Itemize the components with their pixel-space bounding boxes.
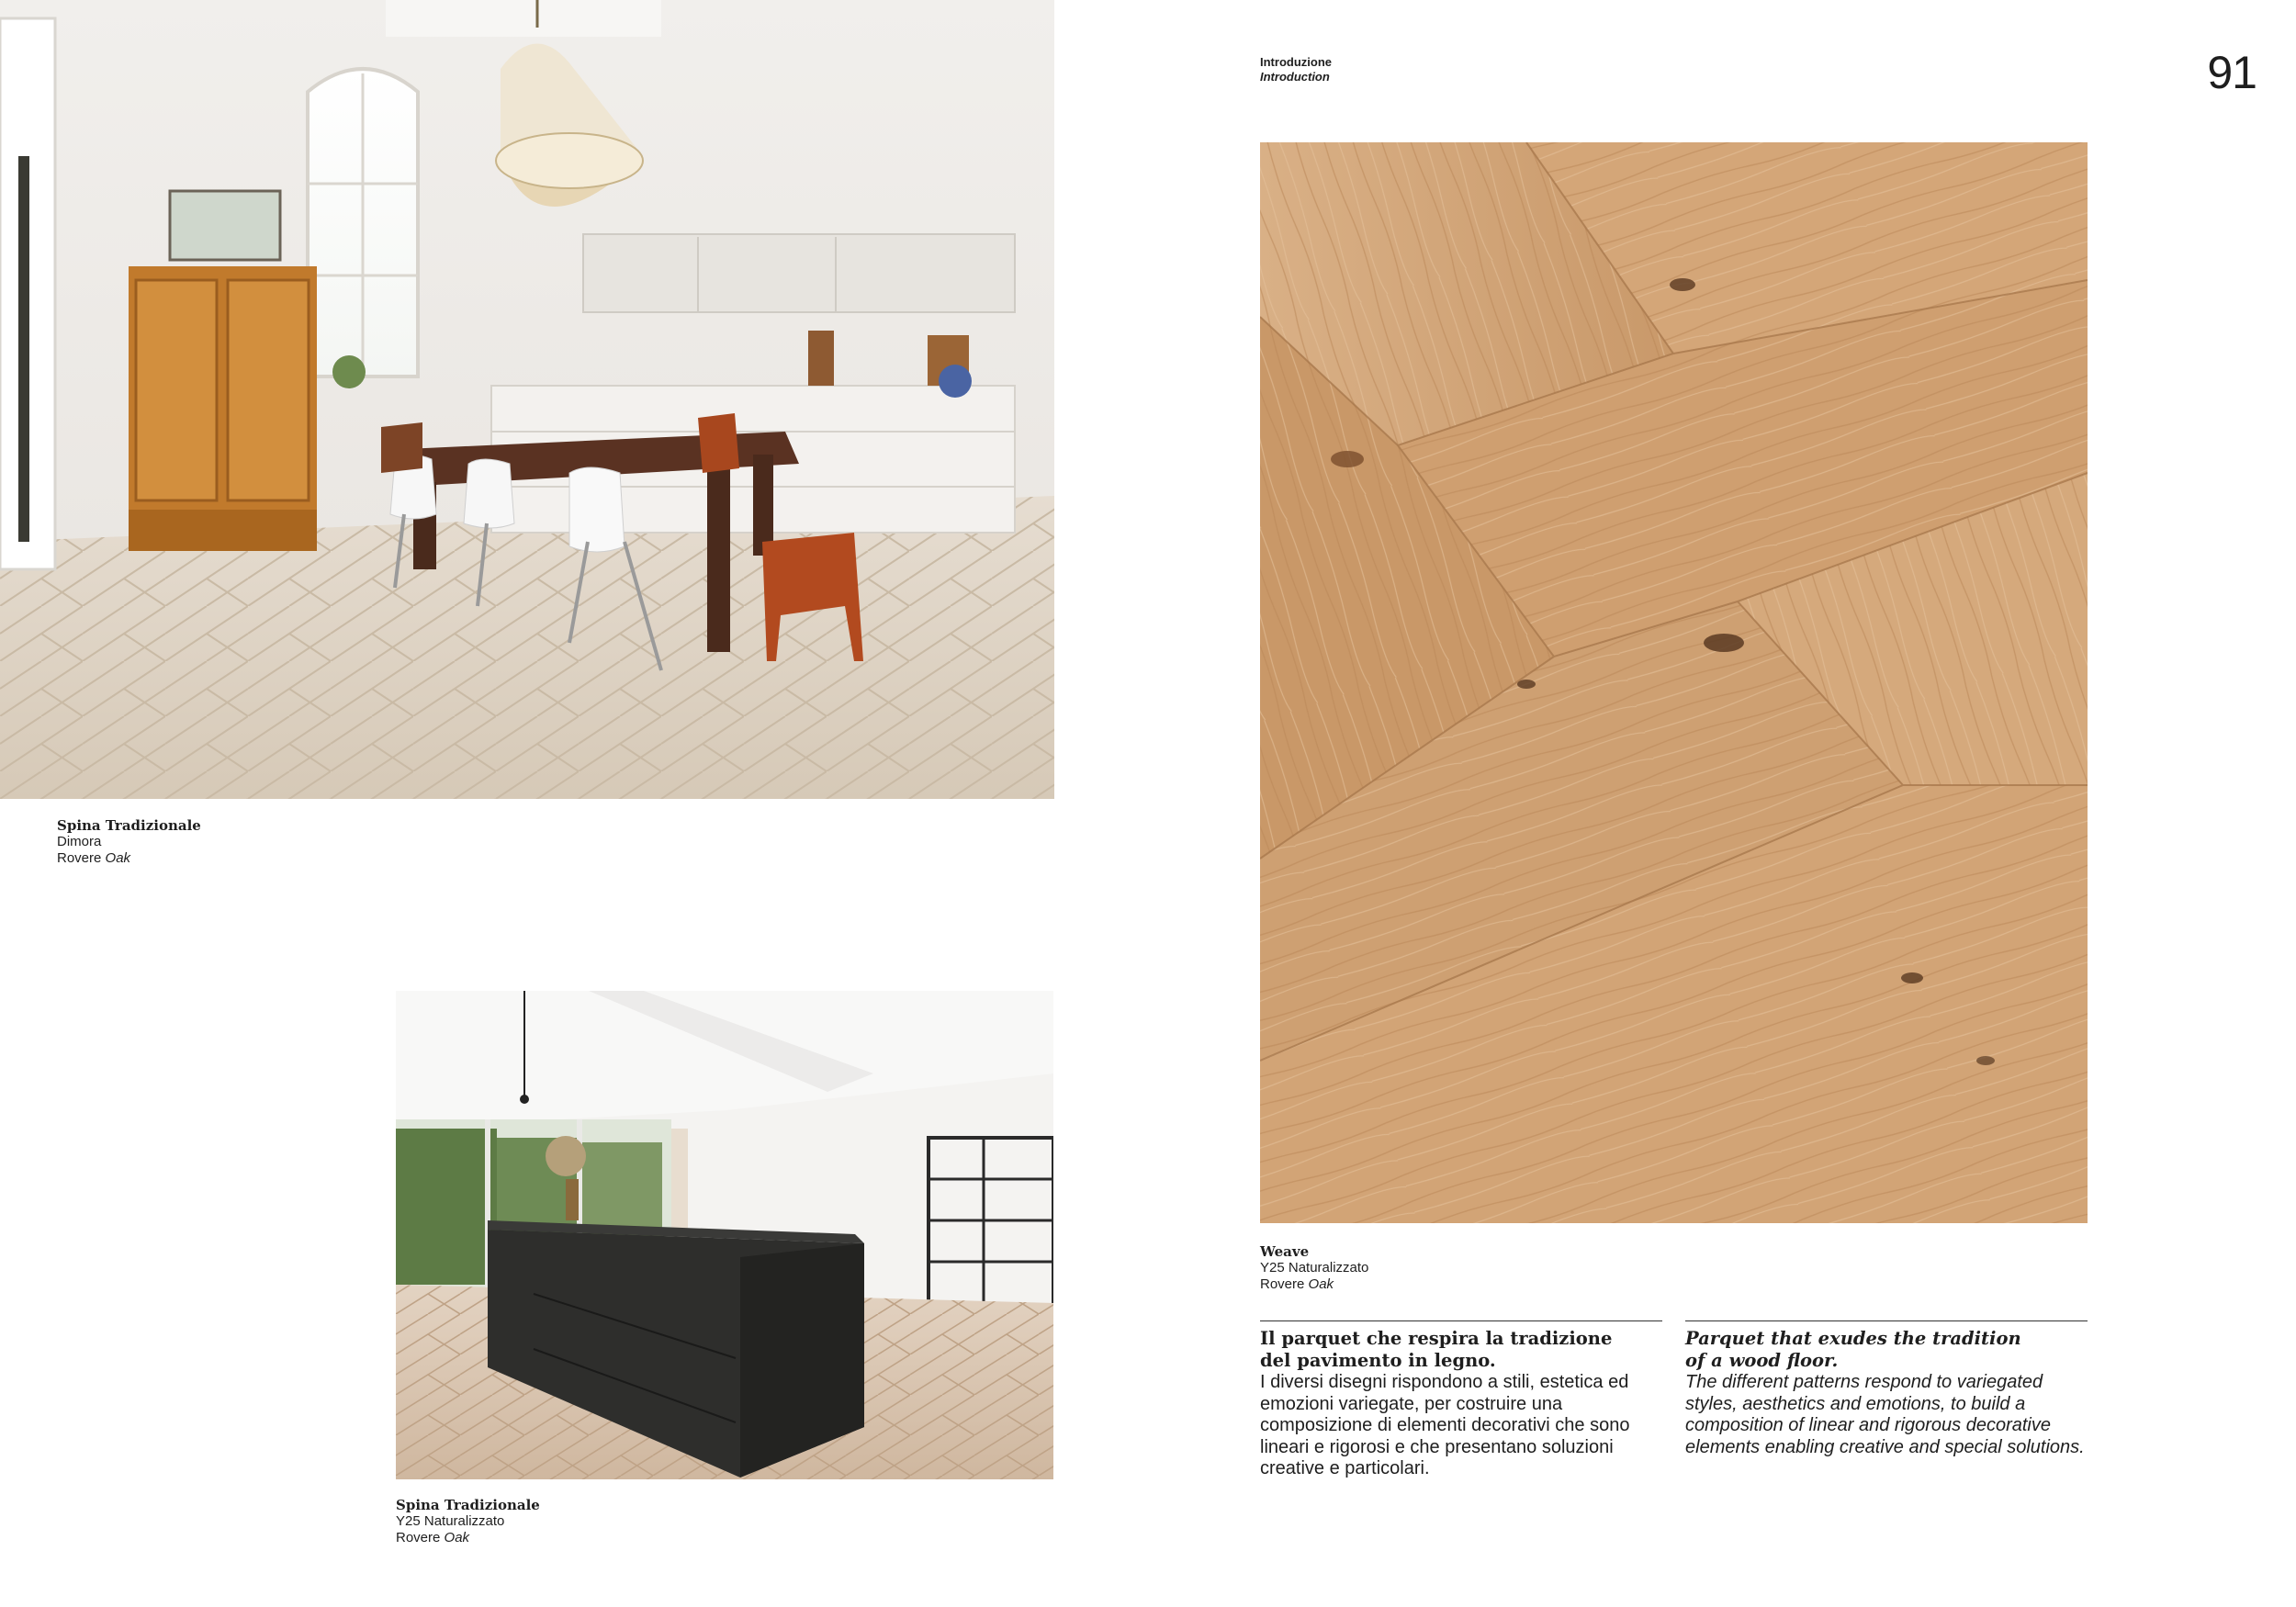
caption-title: Weave (1260, 1243, 1310, 1260)
text-title-it (1260, 1328, 1669, 1372)
text-column-it (1260, 1328, 1669, 1480)
caption-collection: Y25 Naturalizzato (396, 1513, 505, 1529)
text-title-it-line2: del pavimento in legno. (1260, 1350, 1496, 1371)
caption-species-en: Oak (444, 1530, 470, 1545)
text-title-it-line1: Il parquet che respira la tradizione (1260, 1328, 1613, 1349)
caption-species (396, 1530, 690, 1546)
kitchen-caption (396, 1497, 690, 1546)
caption-collection: Y25 Naturalizzato (1260, 1260, 1369, 1275)
kitchen-photo (396, 991, 1053, 1479)
text-body-en: The different patterns respond to variegated styles, aesthetics and emotions, to build a composition of linear and rigorous decorative elements enabling creative and special solutions. (1685, 1372, 2085, 1457)
caption-species-en: Oak (105, 850, 131, 866)
text-column-en (1685, 1328, 2094, 1458)
caption-species (57, 850, 351, 867)
text-body-it: I diversi disegni rispondono a stili, estetica ed emozioni variegate, per costruire una composizione di elementi decorativi che sono lineari e rigorosi e che presentano soluzioni creative e particolari. (1260, 1372, 1630, 1478)
text-title-en-line1: Parquet that exudes the tradition (1685, 1328, 2021, 1349)
caption-title: Spina Tradizionale (57, 817, 201, 834)
section-label (1260, 55, 1332, 84)
caption-species-it: Rovere (57, 850, 102, 866)
caption-species-it: Rovere (1260, 1276, 1305, 1292)
page-number: 91 (2207, 47, 2257, 98)
section-label-it: Introduzione (1260, 55, 1332, 69)
floor-closeup-caption (1260, 1243, 1554, 1293)
dining-room-caption (57, 817, 351, 867)
column-rule-en (1685, 1320, 2088, 1321)
text-title-en-line2: of a wood floor. (1685, 1350, 1839, 1371)
caption-species-en: Oak (1308, 1276, 1334, 1292)
caption-collection: Dimora (57, 834, 102, 849)
floor-closeup-photo (1260, 142, 2088, 1223)
caption-species-it: Rovere (396, 1530, 441, 1545)
section-label-en: Introduction (1260, 70, 1330, 84)
text-title-en (1685, 1328, 2094, 1372)
dining-room-photo (0, 0, 1054, 799)
caption-species (1260, 1276, 1554, 1293)
caption-title: Spina Tradizionale (396, 1497, 540, 1513)
column-rule-it (1260, 1320, 1662, 1321)
